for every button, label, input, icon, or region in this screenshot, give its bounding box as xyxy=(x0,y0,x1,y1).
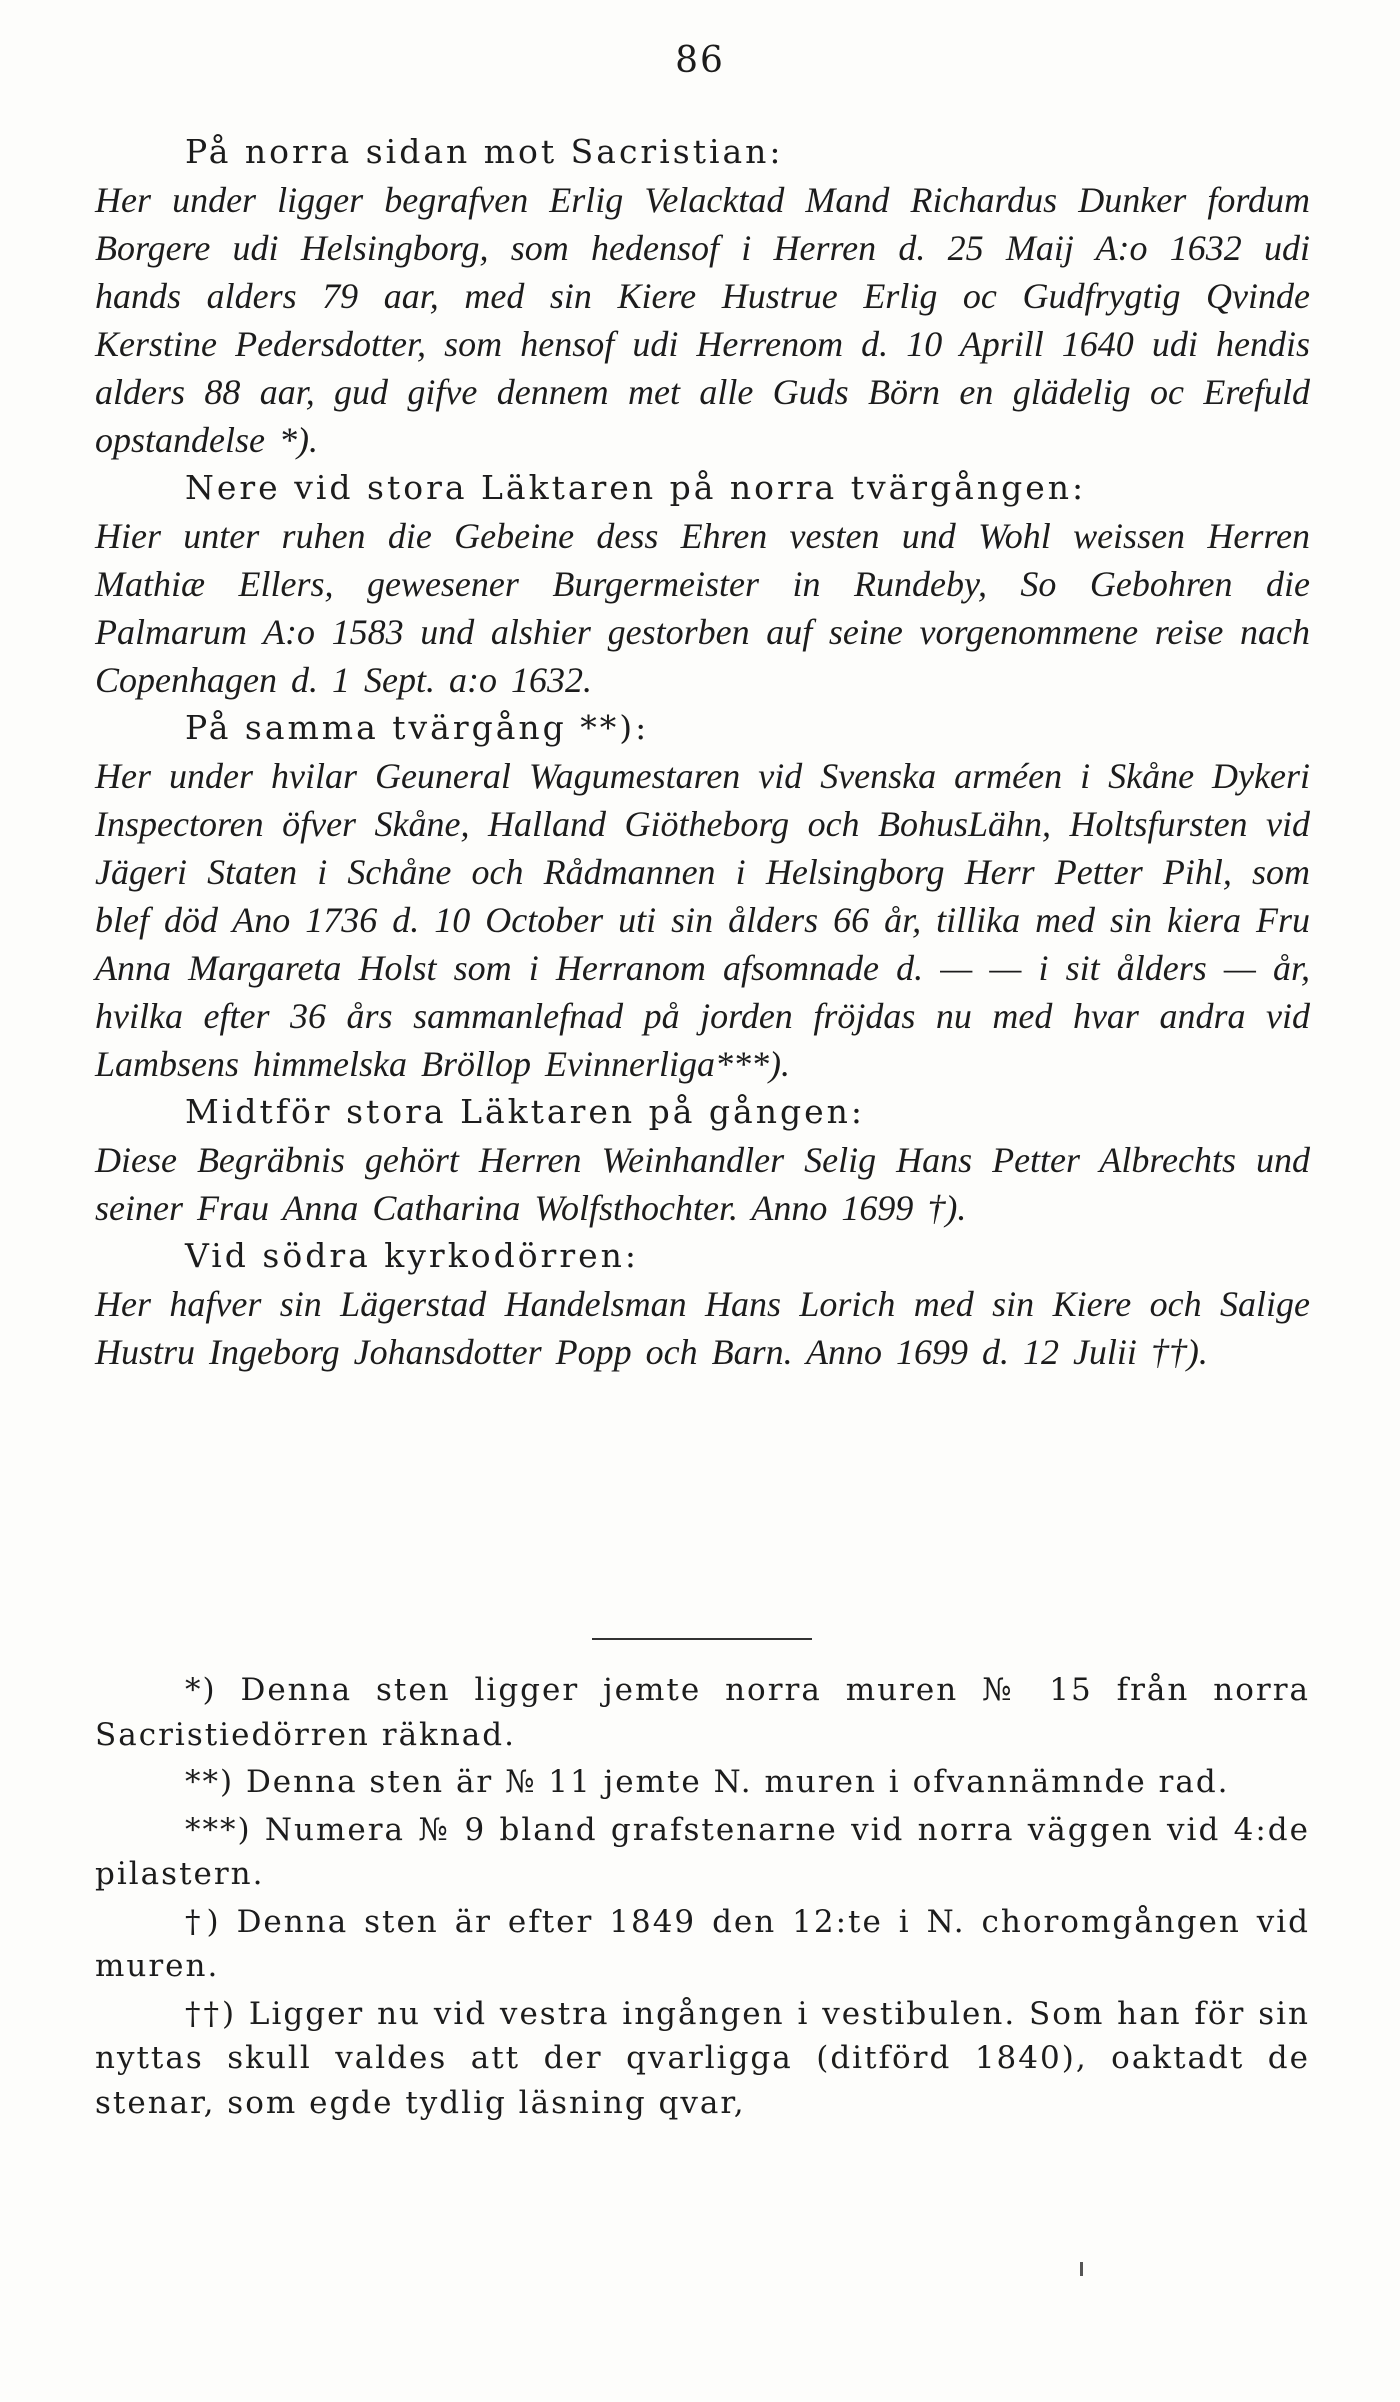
footnote: **) Denna sten är № 11 jemte N. muren i ofvannämnde rad. xyxy=(185,1764,1230,1800)
inscription-text: Her under hvilar Geuneral Wagumestaren vid Svenska arméen i Skåne Dykeri Inspectoren öfver Skåne, Halland Giötheborg och BohusLähn, Holtsfursten vid Jägeri Staten i Schåne och Rådmannen i Helsingborg Herr Petter Pihl, som blef död Ano 1736 d. 10 October uti sin ålders 66 år, tillika med sin kiera Fru Anna Margareta Holst som i Herranom afsomnade d. — — i sit ålders — år, hvilka efter 36 års sammanlefnad på jorden fröjdas nu med hvar andra vid Lambsens himmelska Bröllop Evinnerliga***). xyxy=(95,756,1310,1084)
inscription-text: Diese Begräbnis gehört Herren Weinhandler Selig Hans Petter Albrechts und seiner Frau Anna Catharina Wolfsthochter. Anno 1699 †). xyxy=(95,1140,1310,1228)
inscription-text: Hier unter ruhen die Gebeine dess Ehren vesten und Wohl weissen Herren Mathiæ Ellers, gewesener Burgermeister in Rundeby, So Gebohren die Palmarum A:o 1583 und alshier gestorben auf seine vorgenommene reise nach Copenhagen d. 1 Sept. a:o 1632. xyxy=(95,516,1310,700)
main-text xyxy=(95,128,1310,1376)
section-heading: Midtför stora Läktaren på gången: xyxy=(185,1092,866,1131)
section-heading: På norra sidan mot Sacristian: xyxy=(185,132,784,171)
footnotes xyxy=(95,1668,1310,2128)
footnote-separator xyxy=(95,1638,1310,1640)
footnote: *) Denna sten ligger jemte norra muren № 15 från norra Sacristiedörren räknad. xyxy=(95,1672,1310,1753)
footnote: ††) Ligger nu vid vestra ingången i vestibulen. Som han för sin nyttas skull valdes att der qvarligga (ditförd 1840), oaktadt de stenar, som egde tydlig läsning qvar, xyxy=(95,1995,1310,2121)
section-heading: På samma tvärgång **): xyxy=(185,708,650,747)
section-heading: Vid södra kyrkodörren: xyxy=(185,1236,640,1275)
footnote: ***) Numera № 9 bland grafstenarne vid norra väggen vid 4:de pilastern. xyxy=(95,1811,1310,1892)
inscription-text: Her hafver sin Lägerstad Handelsman Hans Lorich med sin Kiere och Salige Hustru Ingeborg Johansdotter Popp och Barn. Anno 1699 d. 12 Julii ††). xyxy=(95,1284,1310,1372)
inscription-text: Her under ligger begrafven Erlig Velacktad Mand Richardus Dunker fordum Borgere udi Helsingborg, som hedensof i Herren d. 25 Maij A:o 1632 udi hands alders 79 aar, med sin Kiere Hustrue Erlig oc Gudfrygtig Qvinde Kerstine Pedersdotter, som hensof udi Herrenom d. 10 Aprill 1640 udi hendis alders 88 aar, gud gifve dennem met alle Guds Börn en glädelig oc Erefuld opstandelse *). xyxy=(95,180,1310,460)
page-number: 86 xyxy=(675,40,725,81)
separator-line xyxy=(592,1638,812,1640)
section-heading: Nere vid stora Läktaren på norra tvärgången: xyxy=(185,468,1087,507)
footnote: †) Denna sten är efter 1849 den 12:te i N. choromgången vid muren. xyxy=(95,1903,1310,1984)
ink-speck xyxy=(1080,2262,1083,2276)
